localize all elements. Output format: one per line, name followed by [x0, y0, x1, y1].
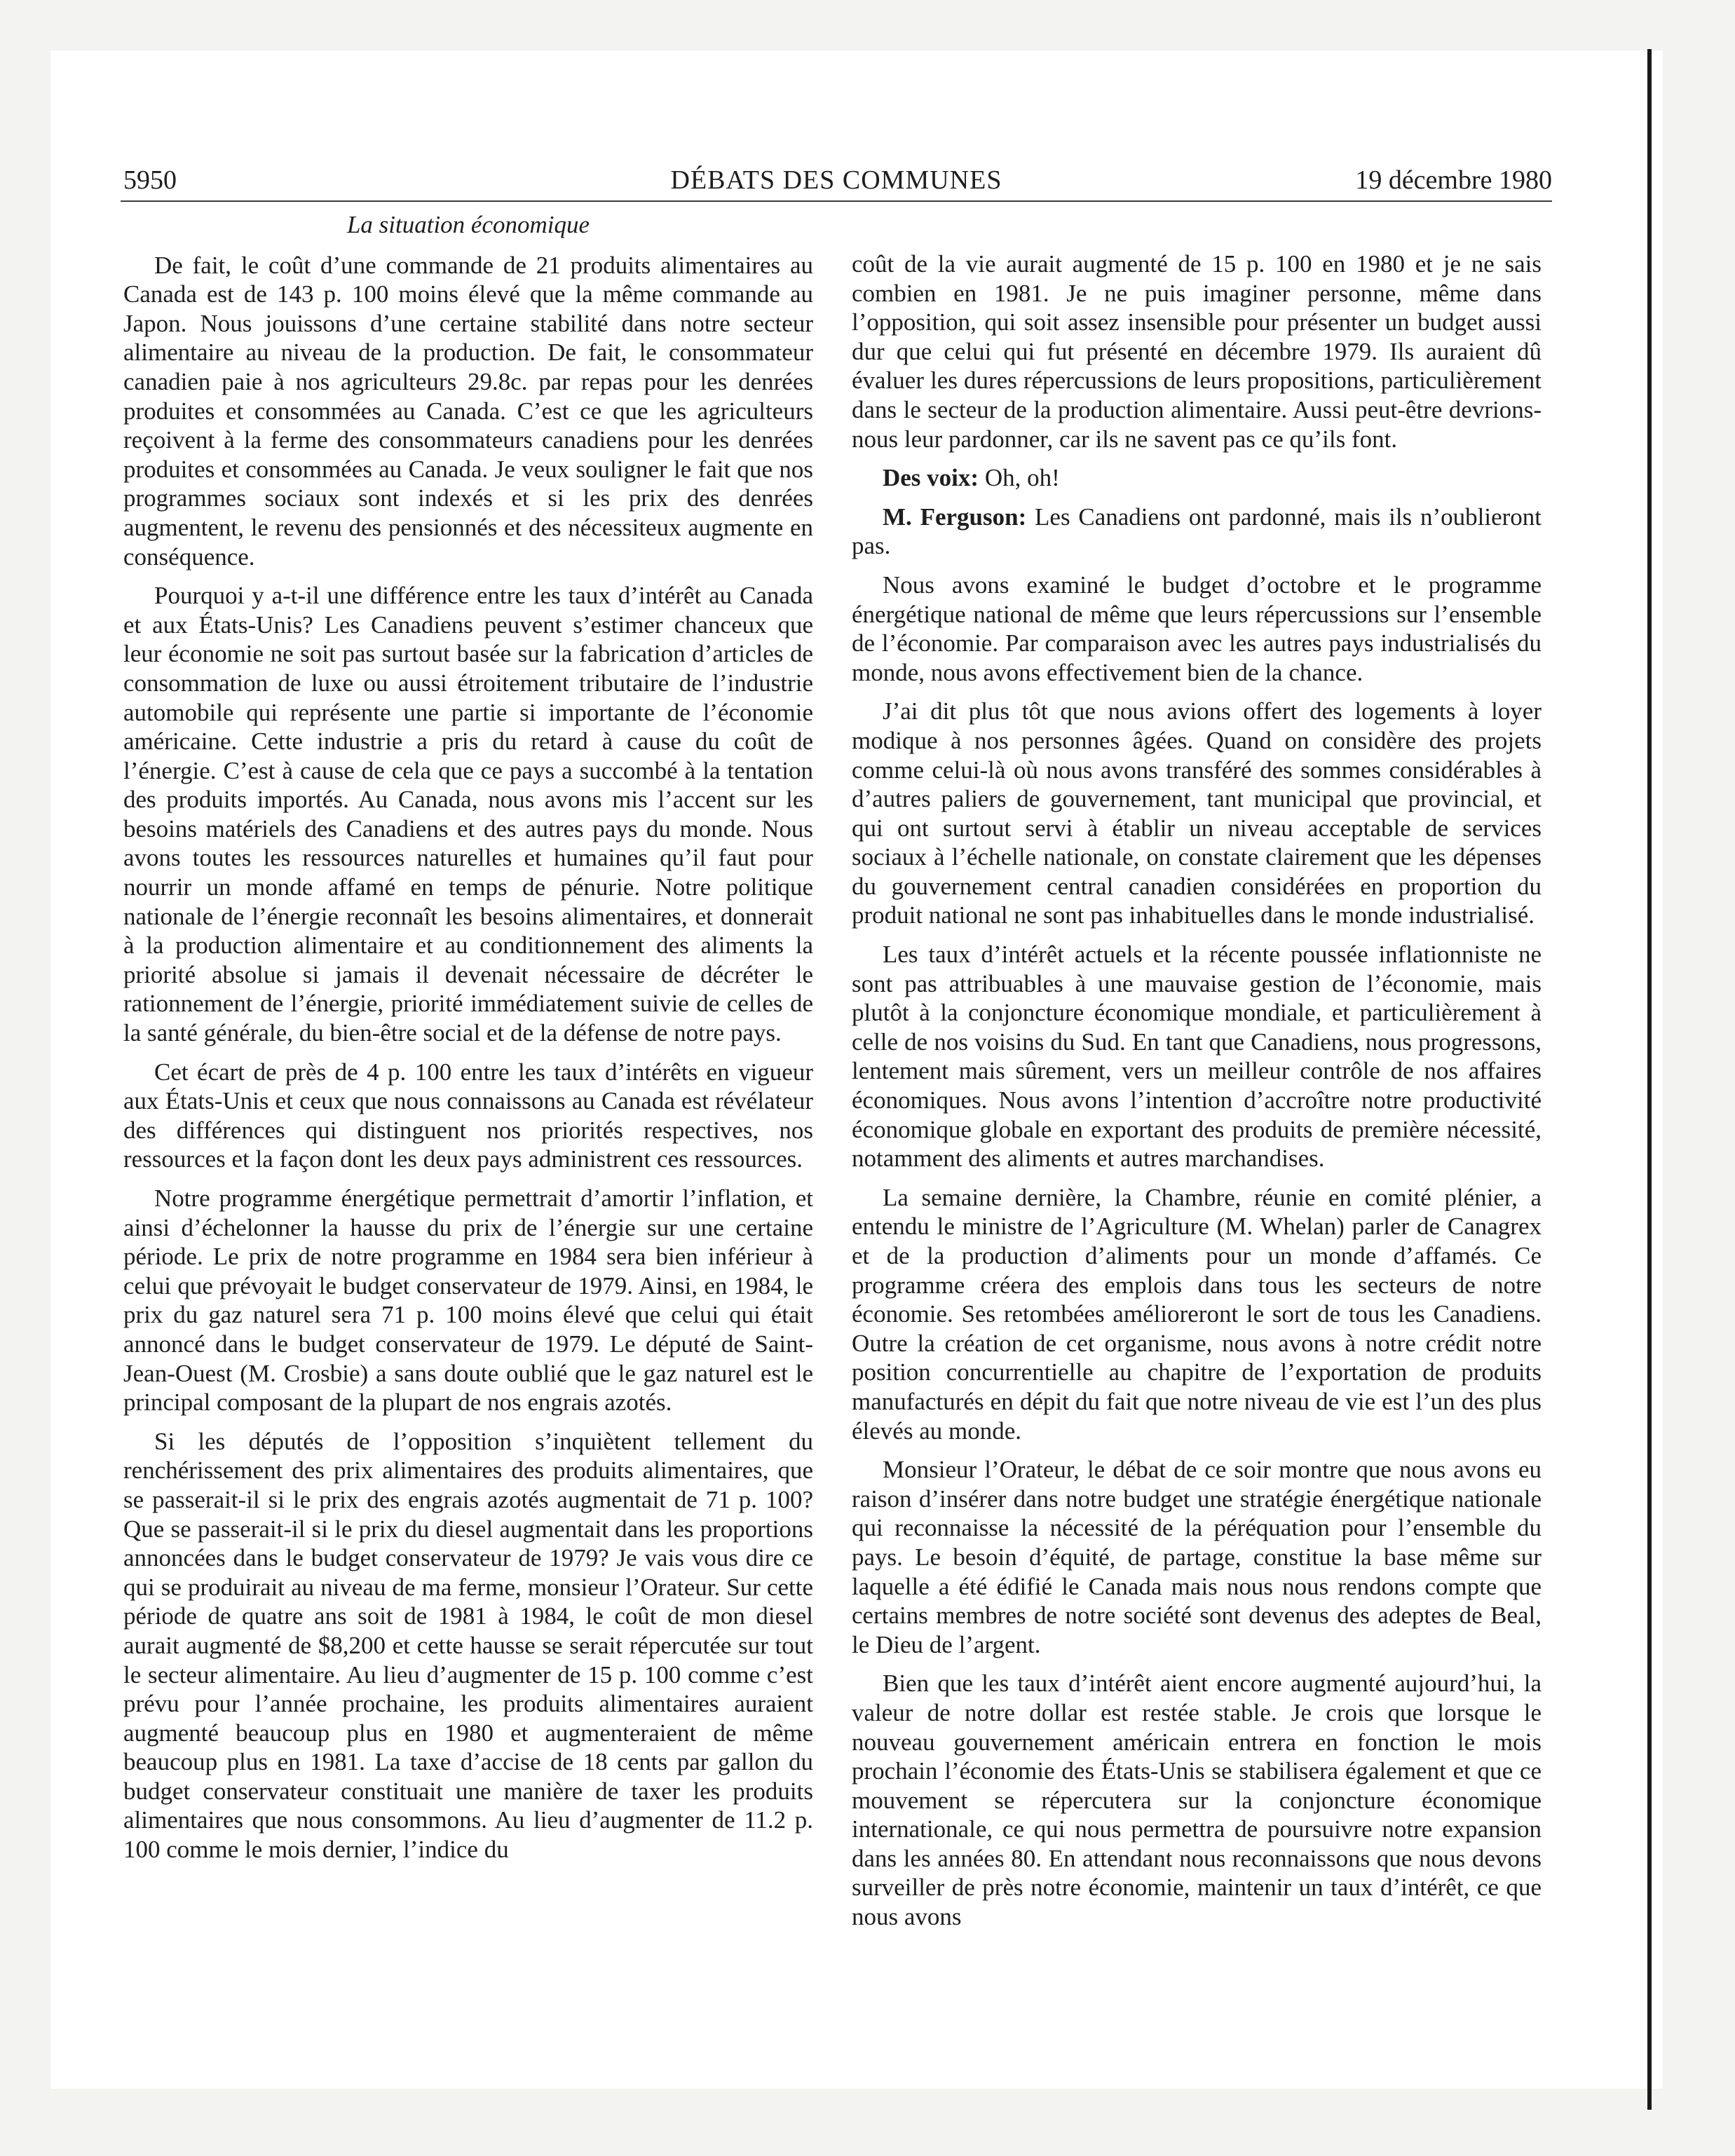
paragraph: Cet écart de près de 4 p. 100 entre les taux d’intérêts en vigueur aux États-Unis et ceux que nous connaissons au Canada est révélateur des différences qui distinguent nos priorités respectives, nos ressources et la façon dont les deux pays administrent ces ressources.	[123, 1058, 813, 1173]
interjection	[852, 463, 1542, 493]
speech-text: Les Canadiens ont pardonné, mais ils n’oublieront pas.	[852, 503, 1542, 560]
paragraph: Bien que les taux d’intérêt aient encore augmenté aujourd’hui, la valeur de notre dollar est restée stable. Je crois que lorsque le nouveau gouvernement américain entrera en fonction le mois prochain l’économie des États-Unis se stabilisera également et que ce mouvement se répercutera sur la conjoncture économique internationale, ce qui nous permettra de poursuivre notre expansion dans les années 80. En attendant nous reconnaissons que nous devons surveiller de près notre économie, maintenir un taux d’intérêt, ce que nous avons	[852, 1670, 1542, 1931]
speech	[852, 503, 1542, 561]
paragraph: Nous avons examiné le budget d’octobre et le programme énergétique national de même que leurs répercussions sur l’ensemble de l’économie. Par comparaison avec les autres pays industrialisés du monde, nous avons effectivement bien de la chance.	[852, 571, 1542, 686]
speech-text: Oh, oh!	[979, 464, 1060, 492]
paragraph-continued: coût de la vie aurait augmenté de 15 p. 100 en 1980 et je ne sais combien en 1981. Je ne puis imaginer personne, même dans l’opposition, qui soit assez insensible pour présenter un budget aussi dur que celui qui fut présenté en décembre 1979. Ils auraient dû évaluer les dures répercussions de leurs propositions, particulièrement dans le secteur de la production alimentaire. Aussi peut-être devrions-nous leur pardonner, car ils ne savent pas ce qu’ils font.	[852, 250, 1542, 453]
running-header	[121, 161, 1552, 199]
right-column	[852, 250, 1542, 1942]
paragraph: Les taux d’intérêt actuels et la récente poussée inflationniste ne sont pas attribuables à une mauvaise gestion de l’économie, mais plutôt à la conjoncture économique mondiale, et particulièrement à celle de nos voisins du Sud. En tant que Canadiens, nous progressons, lentement mais sûrement, vers un meilleur contrôle de nos affaires économiques. Nous avons l’intention d’accroître notre productivité économique globale en exportant des produits de première nécessité, notamment des aliments et autres marchandises.	[852, 941, 1542, 1173]
paragraph: J’ai dit plus tôt que nous avions offert des logements à loyer modique à nos personnes âgées. Quand on considère des projets comme celui-là où nous avons transféré des sommes considérables à d’autres paliers de gouvernement, tant municipal que provincial, et qui ont surtout servi à établir un niveau acceptable de services sociaux à l’échelle nationale, on constate clairement que les dépenses du gouvernement central canadien considérées en proportion du produit national ne sont pas inhabituelles dans le monde industrialisé.	[852, 697, 1542, 929]
page-number: 5950	[123, 165, 177, 195]
speaker-label: Des voix:	[883, 464, 979, 492]
left-column	[123, 210, 813, 1874]
scan-edge-bar	[1647, 49, 1652, 2110]
publication-date: 19 décembre 1980	[1355, 165, 1552, 195]
section-heading: La situation économique	[346, 211, 590, 238]
paragraph: Pourquoi y a-t-il une différence entre les taux d’intérêt au Canada et aux États-Unis? Les Canadiens peuvent s’estimer chanceux que leur économie ne soit pas surtout basée sur la fabrication d’articles de consommation de luxe ou aussi étroitement tributaire de l’industrie automobile qui représente une partie si importante de l’économie américaine. Cette industrie a pris du retard à cause du coût de l’énergie. C’est à cause de cela que ce pays a succombé à la tentation des produits importés. Au Canada, nous avons mis l’accent sur les besoins matériels des Canadiens et des autres pays du monde. Nous avons toutes les ressources naturelles et humaines qu’il faut pour nourrir un monde affamé en temps de pénurie. Notre politique nationale de l’énergie reconnaît les besoins alimentaires, et donnerait à la production alimentaire et au conditionnement des aliments la priorité absolue si jamais il devenait nécessaire de décréter le rationnement de l’énergie, priorité immédiatement suivie de celles de la santé générale, du bien-être social et de la défense de notre pays.	[123, 582, 813, 1047]
publication-title: DÉBATS DES COMMUNES	[670, 165, 1002, 195]
paragraph: La semaine dernière, la Chambre, réunie en comité plénier, a entendu le ministre de l’Agriculture (M. Whelan) parler de Canagrex et de la production d’aliments pour un monde d’affamés. Ce programme créera des emplois dans tous les secteurs de notre économie. Ses retombées amélioreront le sort de tous les Canadiens. Outre la création de cet organisme, nous avons à notre crédit notre position concurrentielle au chapitre de l’exportation de produits manufacturés en dépit du fait que notre niveau de vie est l’un des plus élevés au monde.	[852, 1183, 1542, 1445]
speaker-label: M. Ferguson:	[883, 503, 1027, 531]
paragraph: De fait, le coût d’une commande de 21 produits alimentaires au Canada est de 143 p. 100 moins élevé que la même commande au Japon. Nous jouissons d’une certaine stabilité dans notre secteur alimentaire au niveau de la production. De fait, le consommateur canadien paie à nos agriculteurs 29.8c. par repas pour les denrées produites et consommées au Canada. C’est ce que les agriculteurs reçoivent à la ferme des consommateurs canadiens pour les denrées produites et consommées au Canada. Je veux souligner le fait que nos programmes sociaux sont indexés et si les prix des denrées augmentent, le revenu des pensionnés et des nécessiteux augmente en conséquence.	[123, 251, 813, 571]
paragraph: Notre programme énergétique permettrait d’amortir l’inflation, et ainsi d’échelonner la hausse du prix de l’énergie sur une certaine période. Le prix de notre programme en 1984 sera bien inférieur à celui que prévoyait le budget conservateur de 1979. Ainsi, en 1984, le prix du gaz naturel sera 71 p. 100 moins élevé que celui qui était annoncé dans le budget conservateur de 1979. Le député de Saint-Jean-Ouest (M. Crosbie) a sans doute oublié que le gaz naturel est le principal composant de la plupart de nos engrais azotés.	[123, 1185, 813, 1417]
paragraph: Si les députés de l’opposition s’inquiètent tellement du renchérissement des prix alimentaires des produits alimentaires, que se passerait-il si le prix des engrais azotés augmentait de 71 p. 100? Que se passerait-il si le prix du diesel augmentait dans les proportions annoncées dans le budget conservateur de 1979? Je vais vous dire ce qui se produirait au niveau de ma ferme, monsieur l’Orateur. Sur cette période de quatre ans soit de 1981 à 1984, le coût de mon diesel aurait augmenté de $8,200 et cette hausse se serait répercutée sur tout le secteur alimentaire. Au lieu d’augmenter de 15 p. 100 comme c’est prévu pour l’année prochaine, les produits alimentaires auraient augmenté beaucoup plus en 1980 et augmenteraient de même beaucoup plus en 1981. La taxe d’accise de 18 cents par gallon du budget conservateur constituait une manière de taxer les produits alimentaires que nous consommons. Au lieu d’augmenter de 11.2 p. 100 comme le mois dernier, l’indice du	[123, 1427, 813, 1864]
header-rule	[121, 200, 1552, 202]
paragraph: Monsieur l’Orateur, le débat de ce soir montre que nous avons eu raison d’insérer dans notre budget une stratégie énergétique nationale qui reconnaisse la nécessité de la péréquation pour l’ensemble du pays. Le besoin d’équité, de partage, constitue la base même sur laquelle a été édifié le Canada mais nous nous rendons compte que certains membres de notre société sont devenus des adeptes de Beal, le Dieu de l’argent.	[852, 1456, 1542, 1658]
